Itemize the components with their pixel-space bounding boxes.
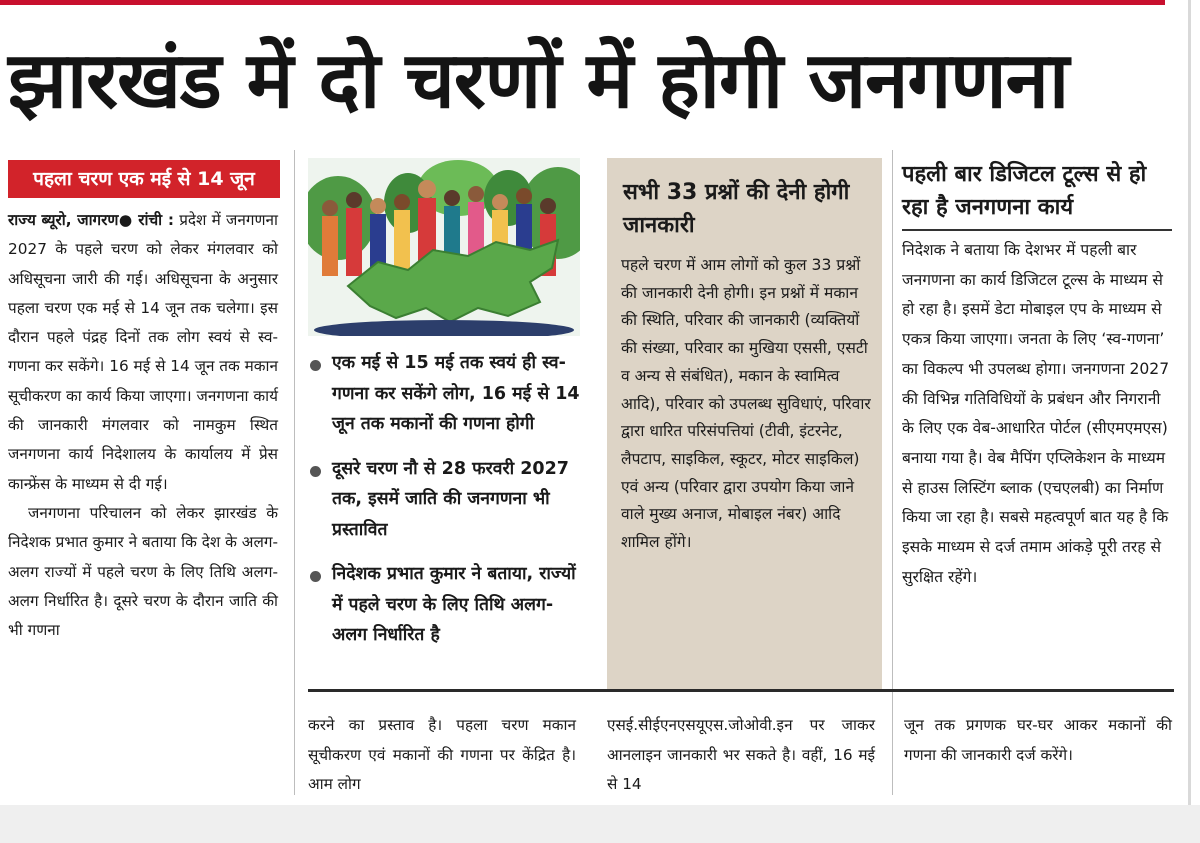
paragraph-text: प्रदेश में जनगणना 2027 के पहले चरण को लेकर मंगलवार को अधिसूचना जारी की गई। अधिसूचना के अनुसार पहला चरण एक मई से 14 जून तक चलेगा। इस दौरान पहले पंद्रह दिनों तक लोग स्वयं से स्व-गणना कर सकेंगे। 16 मई से 14 जून तक मकान सूचीकरण का कार्य किया जाएगा। जनगणना कार्य की जानकारी मंगलवार को नामकुम स्थित जनगणना कार्य निदेशालय के कार्यालय में प्रेस कान्फ्रेंस के माध्यम से दी गई।: [8, 211, 278, 493]
headline: झारखंड में दो चरणों में होगी जनगणना: [8, 36, 1069, 126]
dateline: राज्य ब्यूरो, जागरण● रांची :: [8, 211, 174, 229]
page-edge-rule: [1188, 0, 1191, 843]
bullet-dot-icon: [310, 360, 321, 371]
top-accent-bar: [0, 0, 1165, 5]
page-bottom-margin: [0, 805, 1200, 843]
section-body: निदेशक ने बताया कि देशभर में पहली बार जनगणना का कार्य डिजिटल टूल्स के माध्यम से हो रहा है। इसमें डेटा मोबाइल एप के माध्यम से एकत्र किया जाएगा। जनता के लिए ‘स्व-गणना’ का विकल्प भी उपलब्ध होगा। जनगणना 2027 की विभिन्न गतिविधियों के प्रबंधन और निगरानी के लिए एक वेब-आधारित पोर्टल (सीएमएमएस) बनाया गया है। वेब मैपिंग एप्लिकेशन के माध्यम से हाउस लिस्टिंग ब्लाक (एचएलबी) का निर्माण किया जा रहा है। सबसे महत्वपूर्ण बात यह है कि इसके माध्यम से दर्ज तमाम आंकड़े पूरी तरह से सुरक्षित रहेंगे।: [902, 241, 1170, 586]
continued-text-col2: करने का प्रस्ताव है। पहला चरण मकान सूचीकरण एवं मकानों की गणना पर केंद्रित है। आम लोग: [308, 716, 576, 793]
horizontal-divider: [308, 689, 1174, 692]
section-title: पहली बार डिजिटल टूल्स से हो रहा है जनगणना कार्य: [902, 162, 1147, 220]
box-body: पहले चरण में आम लोगों को कुल 33 प्रश्नों की जानकारी देनी होगी। इन प्रश्नों में मकान की स्थिति, परिवार की जानकारी (व्यक्तियों की संख्या, परिवार का मुखिया एससी, एसटी व अन्य से संबंधित), मकान के स्वामित्व आदि), परिवार को उपलब्ध सुविधाएं, परिवार द्वारा धारित परिसंपत्तियां (टीवी, इंटरनेट, लैपटाप, साइकिल, स्कूटर, मोटर साइकिल) एवं अन्य (परिवार द्वारा उपयोग किया जाने वाले मुख्य अनाज, मोबाइल नंबर) आदि शामिल होंगे।: [621, 256, 871, 552]
highlight-item: [308, 348, 583, 440]
sidebar-box: [607, 158, 882, 690]
highlight-text: निदेशक प्रभात कुमार ने बताया, राज्यों में पहले चरण के लिए तिथि अलग-अलग निर्धारित है: [332, 564, 576, 645]
continued-text-col3: एसई.सीईएनएसयूएस.जोओवी.इन पर जाकर आनलाइन जानकारी भर सकते है। वहीं, 16 मई से 14: [607, 716, 875, 793]
column-divider: [294, 150, 295, 795]
subhead-banner: पहला चरण एक मई से 14 जून: [8, 160, 280, 198]
census-illustration: [308, 158, 580, 336]
article-paragraph: [8, 206, 278, 499]
highlight-item: [308, 559, 583, 651]
title-underline: [902, 229, 1172, 231]
highlight-text: एक मई से 15 मई तक स्वयं ही स्व-गणना कर सकेंगे लोग, 16 मई से 14 जून तक मकानों की गणना होगी: [332, 353, 580, 434]
highlight-item: [308, 454, 583, 546]
highlights-list: [308, 348, 583, 665]
bullet-dot-icon: [310, 466, 321, 477]
continued-text-col4: जून तक प्रगणक घर-घर आकर मकानों की गणना की जानकारी दर्ज करेंगे।: [904, 716, 1172, 764]
highlight-text: दूसरे चरण नौ से 28 फरवरी 2027 तक, इसमें जाति की जनगणना भी प्रस्तावित: [332, 458, 569, 540]
column-divider: [892, 150, 893, 795]
box-title: सभी 33 प्रश्नों की देनी होगी जानकारी: [623, 180, 850, 238]
article-column-1: [8, 206, 278, 645]
bullet-dot-icon: [310, 571, 321, 582]
article-paragraph: जनगणना परिचालन को लेकर झारखंड के निदेशक प्रभात कुमार ने बताया कि देश के अलग-अलग राज्यों में पहले चरण के लिए तिथि अलग-अलग निर्धारित है। दूसरे चरण के दौरान जाति की भी गणना: [8, 503, 278, 640]
